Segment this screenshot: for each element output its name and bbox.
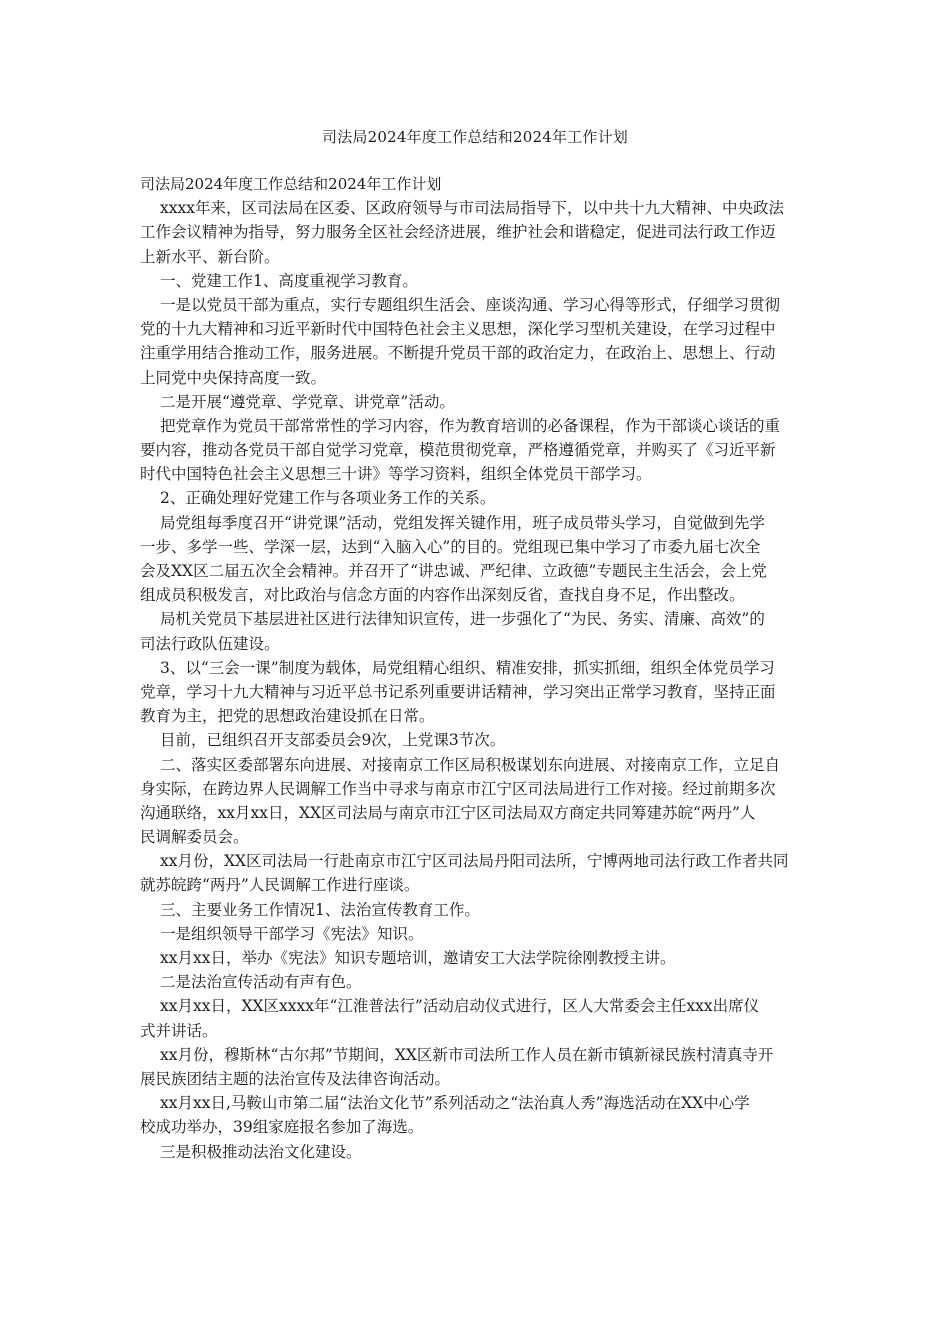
paragraph-line: 局党组每季度召开“讲党课”活动，党组发挥关键作用，班子成员带头学习，自觉做到先学 (160, 513, 765, 532)
paragraph-line: 二、落实区委部署东向进展、对接南京工作区局积极谋划东向进展、对接南京工作，立足自 (160, 755, 781, 774)
paragraph-line: 教育为主，把党的思想政治建设抓在日常。 (140, 707, 435, 726)
paragraph-line: 二是法治宣传活动有声有色。 (160, 973, 362, 992)
paragraph-line: 会及XX区二届五次全会精神。并召开了“讲忠诚、严纪律、立政德”专题民主生活会，会上党 (140, 562, 767, 580)
paragraph-line: 上同党中央保持高度一致。 (140, 368, 327, 387)
paragraph-line: 一是组织领导干部学习《宪法》知识。 (160, 924, 424, 943)
paragraph-line: 上新水平、新台阶。 (140, 247, 280, 266)
paragraph-line: 民调解委员会。 (140, 828, 249, 847)
paragraph-line: xx月xx日，XX区xxxx年“江淮普法行”活动启动仪式进行，区人大常委会主任xxx出席仪 (160, 997, 760, 1016)
paragraph-line: 党章，学习十九大精神与习近平总书记系列重要讲话精神，学习突出正常学习教育，坚持正面 (140, 682, 776, 701)
paragraph-line: 注重学用结合推动工作，服务进展。不断提升党员干部的政治定力，在政治上、思想上、行动 (140, 344, 776, 363)
document-subtitle: 司法局2024年度工作总结和2024年工作计划 (140, 175, 442, 193)
paragraph-line: 司法行政队伍建设。 (140, 634, 280, 653)
paragraph-line: 三、主要业务工作情况1、法治宣传教育工作。 (160, 900, 480, 919)
paragraph-line: 三是积极推动法治文化建设。 (160, 1142, 362, 1161)
paragraph-line: 把党章作为党员干部常常性的学习内容，作为教育培训的必备课程，作为干部谈心谈话的重 (160, 416, 781, 435)
paragraph-line: xxxx年来，区司法局在区委、区政府领导与市司法局指导下，以中共十九大精神、中央政法 (160, 199, 784, 218)
paragraph-line: 就苏皖跨“两丹”人民调解工作进行座谈。 (140, 876, 420, 895)
document-body (140, 172, 810, 1164)
paragraph-line: xx月xx日,马鞍山市第二届“法治文化节”系列活动之“法治真人秀”海选活动在XX中心学 (160, 1094, 750, 1113)
paragraph-line: 工作会议精神为指导，努力服务全区社会经济进展，维护社会和谐稳定，促进司法行政工作迈 (140, 223, 776, 242)
paragraph-line: 一步、多学一些、学深一层，达到“入脑入心”的目的。党组现已集中学习了市委九届七次全 (140, 537, 761, 556)
paragraph-line: 校成功举办，39组家庭报名参加了海选。 (140, 1118, 424, 1137)
paragraph-line: 二是开展“遵党章、学党章、讲党章”活动。 (160, 392, 455, 411)
paragraph-line: 3、以“三会一课”制度为载体，局党组精心组织、精准安排，抓实抓细，组织全体党员学习 (160, 658, 775, 677)
paragraph-line: 一是以党员干部为重点，实行专题组织生活会、座谈沟通、学习心得等形式，仔细学习贯彻 (160, 295, 781, 314)
paragraph-line: 沟通联络，xx月xx日，XX区司法局与南京市江宁区司法局双方商定共同筹建苏皖“两丹”人 (140, 803, 756, 822)
paragraph-line: 2、正确处理好党建工作与各项业务工作的关系。 (160, 489, 496, 508)
paragraph-line: 时代中国特色社会主义思想三十讲》等学习资料，组织全体党员干部学习。 (140, 465, 652, 484)
paragraph-line: 展民族团结主题的法治宣传及法律咨询活动。 (140, 1069, 451, 1088)
paragraph-line: 式并讲话。 (140, 1021, 218, 1040)
paragraph-line: 局机关党员下基层进社区进行法律知识宣传，进一步强化了“为民、务实、清廉、高效”的 (160, 610, 765, 629)
paragraph-line: 党的十九大精神和习近平新时代中国特色社会主义思想，深化学习型机关建设，在学习过程中 (140, 320, 776, 339)
paragraph-line: xx月份，穆斯林“古尔邦”节期间，XX区新市司法所工作人员在新市镇新禄民族村清真寺开 (160, 1045, 774, 1064)
paragraph-line: 身实际，在跨边界人民调解工作当中寻求与南京市江宁区司法局进行工作对接。经过前期多次 (140, 779, 776, 798)
paragraph-line: xx月份，XX区司法局一行赴南京市江宁区司法局丹阳司法所，宁博两地司法行政工作者共同 (160, 852, 789, 871)
paragraph-line: xx月xx日，举办《宪法》知识专题培训，邀请安工大法学院徐刚教授主讲。 (160, 949, 676, 967)
paragraph-line: 组成员积极发言，对比政治与信念方面的内容作出深刻反省，查找自身不足，作出整改。 (140, 586, 745, 605)
paragraph-line: 要内容，推动各党员干部自觉学习党章，模范贯彻党章，严格遵循党章，并购买了《习近平新 (140, 441, 776, 460)
document-title: 司法局2024年度工作总结和2024年工作计划 (322, 128, 628, 146)
paragraph-line: 目前，已组织召开支部委员会9次，上党课3节次。 (160, 731, 506, 750)
document-page (140, 0, 810, 1164)
paragraph-line: 一、党建工作1、高度重视学习教育。 (160, 271, 418, 290)
